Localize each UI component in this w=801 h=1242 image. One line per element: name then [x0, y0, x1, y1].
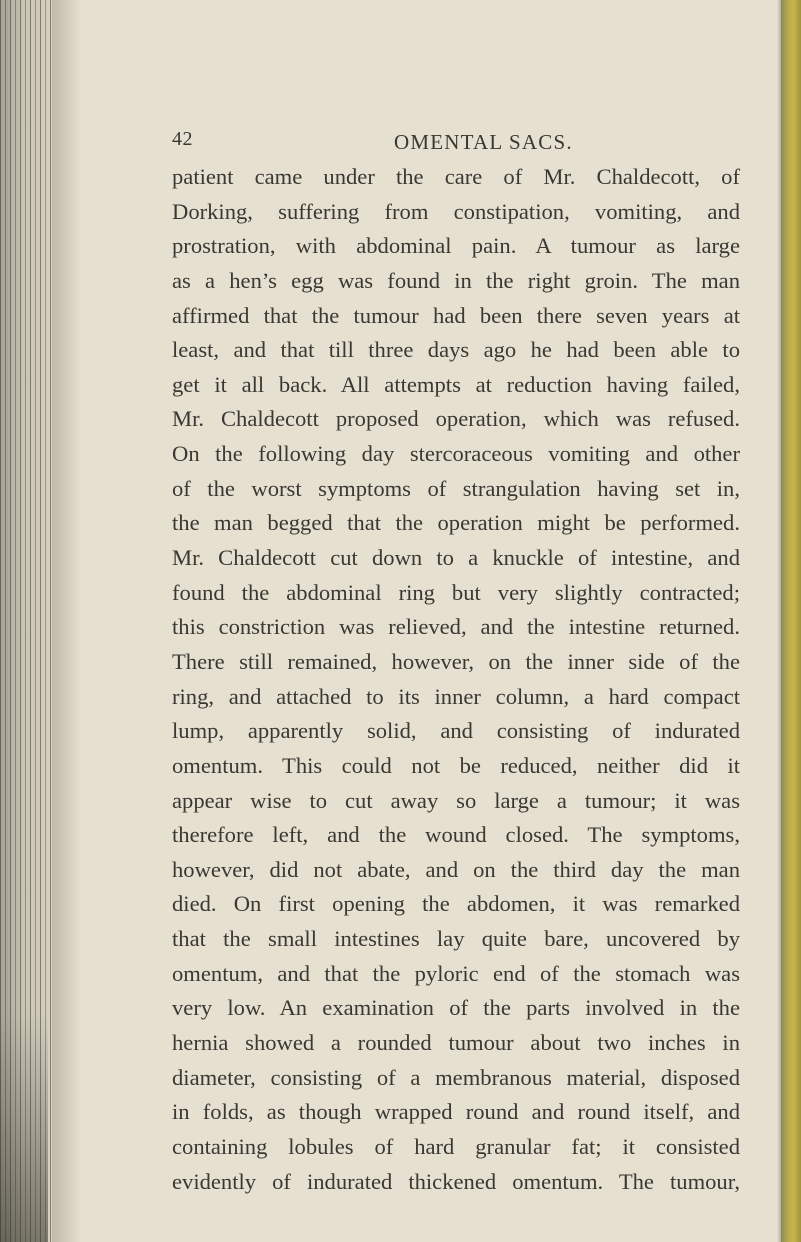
running-head: OMENTAL SACS.	[394, 130, 573, 154]
text-line: prostration, with abdominal pain. A tumour as large	[172, 233, 740, 259]
book-page	[172, 118, 747, 1238]
text-line: Mr. Chaldecott cut down to a knuckle of intestine, and	[172, 545, 740, 571]
book-gutter	[0, 0, 52, 1242]
text-line: diameter, consisting of a membranous material, disposed	[172, 1064, 740, 1090]
text-line: On the following day stercoraceous vomiting and other	[172, 441, 740, 467]
body-text	[172, 160, 740, 1199]
page-edge	[781, 0, 801, 1242]
text-line: lump, apparently solid, and consisting of indurated	[172, 718, 740, 744]
page-header	[172, 118, 747, 158]
text-line: Mr. Chaldecott proposed operation, which was refused.	[172, 406, 740, 432]
text-line: least, and that till three days ago he had been able to	[172, 337, 740, 363]
text-line: this constriction was relieved, and the intestine returned.	[172, 614, 740, 640]
text-line: Dorking, suffering from constipation, vomiting, and	[172, 198, 740, 224]
text-line: that the small intestines lay quite bare, uncovered by	[172, 926, 740, 952]
text-line: found the abdominal ring but very slightly contracted;	[172, 579, 740, 605]
text-line: of the worst symptoms of strangulation having set in,	[172, 475, 740, 501]
page-number: 42	[172, 128, 193, 150]
text-line: died. On first opening the abdomen, it was remarked	[172, 891, 740, 917]
text-line: patient came under the care of Mr. Chaldecott, of	[172, 164, 740, 189]
text-line: in folds, as though wrapped round and round itself, and	[172, 1099, 740, 1125]
text-line: omentum, and that the pyloric end of the stomach was	[172, 960, 740, 986]
text-line: There still remained, however, on the inner side of the	[172, 648, 740, 674]
text-line: affirmed that the tumour had been there seven years at	[172, 302, 740, 328]
text-line: therefore left, and the wound closed. The symptoms,	[172, 822, 740, 848]
text-line: as a hen’s egg was found in the right groin. The man	[172, 267, 740, 293]
text-line: hernia showed a rounded tumour about two inches in	[172, 1030, 740, 1056]
text-line: omentum. This could not be reduced, neither did it	[172, 752, 740, 778]
text-line: the man begged that the operation might be performed.	[172, 510, 740, 536]
text-line: get it all back. All attempts at reduction having failed,	[172, 371, 740, 397]
text-line: appear wise to cut away so large a tumour; it was	[172, 787, 740, 813]
text-line: very low. An examination of the parts involved in the	[172, 995, 740, 1021]
text-line: however, did not abate, and on the third day the man	[172, 856, 740, 882]
text-line: ring, and attached to its inner column, a hard compact	[172, 683, 740, 709]
gutter-shadow	[52, 0, 82, 1242]
text-line: evidently of indurated thickened omentum. The tumour,	[172, 1168, 740, 1194]
text-line: containing lobules of hard granular fat; it consisted	[172, 1133, 740, 1159]
